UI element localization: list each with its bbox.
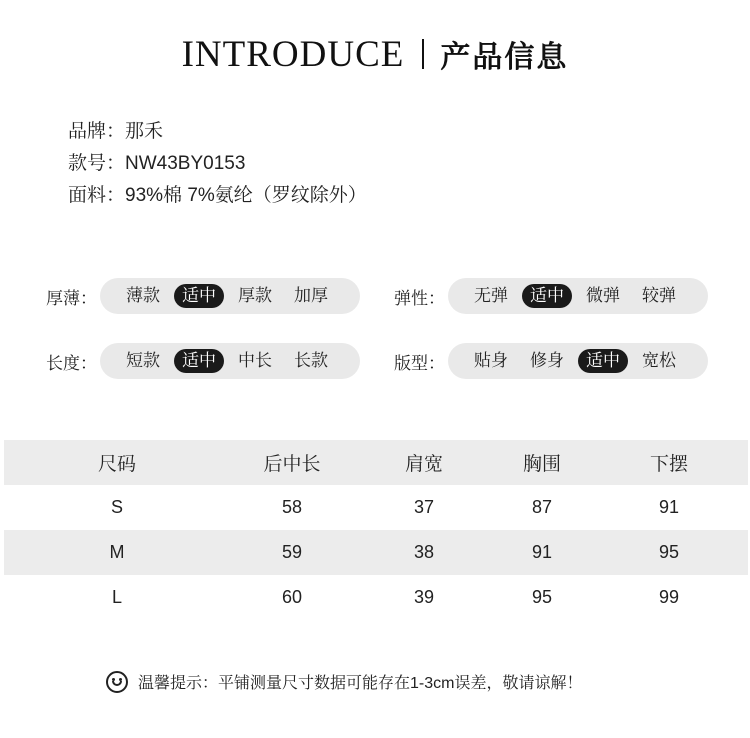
table-cell: S — [110, 497, 123, 517]
header-cell: 肩宽 — [404, 454, 443, 475]
header — [0, 32, 750, 76]
option-selected: 适中 — [174, 284, 224, 308]
option: 较弹 — [642, 286, 676, 305]
header-cell: 后中长 — [263, 454, 321, 475]
header-title-en: INTRODUCE — [181, 33, 405, 75]
option: 厚款 — [238, 286, 272, 305]
table-cell: 91 — [531, 542, 553, 562]
table-cell: 38 — [413, 542, 435, 562]
table-cell: 95 — [658, 542, 680, 562]
attr-length — [46, 343, 360, 379]
header-title-cn: 产品信息 — [440, 41, 569, 74]
option: 薄款 — [126, 286, 160, 305]
table-cell: 95 — [531, 587, 553, 607]
info-value: 那禾 — [125, 121, 164, 142]
info-label: 面料： — [68, 185, 126, 206]
attr-pill — [100, 343, 360, 379]
option: 宽松 — [642, 351, 676, 370]
table-cell: L — [111, 587, 122, 607]
table-cell: 59 — [281, 542, 303, 562]
tip-text: 温馨提示：平铺测量尺寸数据可能存在1-3cm误差，敬请谅解！ — [138, 675, 583, 692]
info-brand — [68, 116, 367, 148]
table-cell: 58 — [281, 497, 303, 517]
header-cell: 下摆 — [649, 454, 688, 475]
smiley-icon — [106, 671, 128, 693]
product-info — [68, 116, 367, 212]
table-cell: 60 — [281, 587, 303, 607]
option: 长款 — [294, 351, 328, 370]
table-row — [4, 485, 748, 530]
table-cell: 91 — [658, 497, 680, 517]
info-label: 品牌： — [68, 121, 126, 142]
attr-label: 版型： — [394, 353, 445, 373]
attr-elasticity — [394, 278, 708, 314]
option: 中长 — [238, 351, 272, 370]
table-row — [4, 530, 748, 575]
attr-pill — [448, 343, 708, 379]
table-cell: 87 — [531, 497, 553, 517]
attr-label: 厚薄： — [46, 288, 97, 308]
option: 修身 — [530, 351, 564, 370]
table-cell: 39 — [413, 587, 435, 607]
option: 微弹 — [586, 286, 620, 305]
info-fabric — [68, 180, 367, 212]
table-row — [4, 575, 748, 620]
header-cell: 尺码 — [97, 454, 136, 475]
attr-fit — [394, 343, 708, 379]
option-selected: 适中 — [522, 284, 572, 308]
option: 加厚 — [294, 286, 328, 305]
attr-label: 弹性： — [394, 288, 445, 308]
option-selected: 适中 — [578, 349, 628, 373]
header-divider — [422, 39, 424, 69]
table-cell: M — [109, 542, 125, 562]
attr-pill — [100, 278, 360, 314]
tip-note — [106, 670, 582, 693]
table-cell: 37 — [413, 497, 435, 517]
option: 贴身 — [474, 351, 508, 370]
size-table — [4, 440, 748, 620]
info-value: NW43BY0153 — [125, 153, 246, 174]
attr-thickness — [46, 278, 360, 314]
option: 无弹 — [474, 286, 508, 305]
info-style-number — [68, 148, 367, 180]
attr-pill — [448, 278, 708, 314]
option: 短款 — [126, 351, 160, 370]
header-cell: 胸围 — [522, 454, 561, 475]
table-cell: 99 — [658, 587, 680, 607]
info-label: 款号： — [68, 153, 126, 174]
table-header-row — [4, 440, 748, 485]
attr-label: 长度： — [46, 353, 97, 373]
info-value: 93%棉 7%氨纶（罗纹除外） — [125, 185, 367, 206]
option-selected: 适中 — [174, 349, 224, 373]
